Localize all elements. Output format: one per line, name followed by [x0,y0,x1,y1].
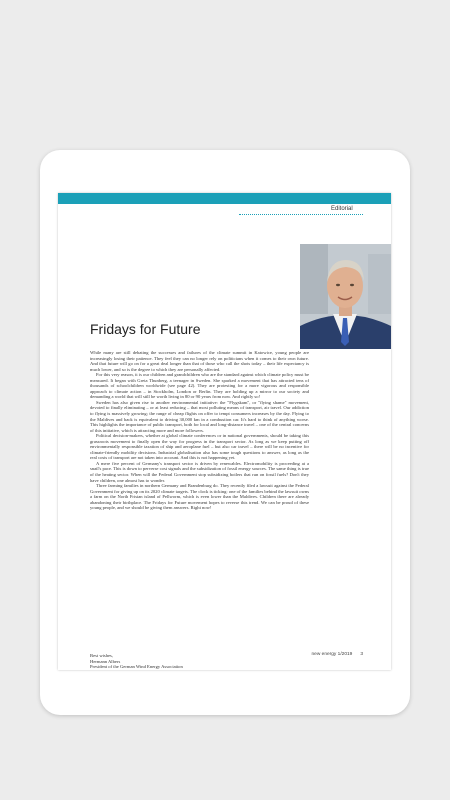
article-paragraph: A mere five percent of Germany's transport sector is driven by renewables. Electromobility is proceeding at a snail's pace. This is down to perverse cost signals and the subsidization of fossil energy sources. The same thing is true of the heating sector. When will the Federal Government stop subsidizing boilers that run on fossil fuels? Don't they have children, one almost has to wonder. [90,460,309,483]
signoff-block [90,653,183,670]
article-body [90,350,309,511]
footer-page-number: 3 [360,652,363,657]
section-divider [239,214,363,215]
article-paragraph: Three farming families in northern Germany and Brandenburg do. They recently filed a lawsuit against the Federal Government for giving up on its 2020 climate targets. The clock is ticking: one of the families behind the lawsuit owns a farm on the North Frisian island of Pellworm, which is even lower than the Maldives. Children there are already abandoning their birthplace. The Fridays for Future movement hopes to reverse this trend. We can be proud of these young people, and we should be giving them answers. Right now! [90,483,309,511]
article-paragraph: Political decision-makers, whether at global climate conferences or in national governments, should be taking this grassroots movement to finally open the way for progress in the transport sector. As long as we keep putting off environmentally responsible taxation of ship and aeroplane fuel – but also car travel – there will be no incentive for climate-friendly mobility decisions. Industrial globalisation also has some tough questions to answer, as long as the real costs of transport are not taken into account. And this is not happening yet. [90,433,309,461]
article-title: Fridays for Future [90,321,201,337]
signoff-role: President of the German Wind Energy Association [90,664,183,670]
signoff-greeting: Best wishes, [90,653,113,658]
accent-bar [58,193,391,204]
footer-publication: new energy 1/2019 [311,652,353,657]
section-label: Editorial [331,206,353,212]
page-footer [312,652,363,657]
magazine-page[interactable] [58,193,391,670]
author-portrait [300,244,391,349]
article-paragraph: For this very reason, it is our children and grandchildren who are the standard against which climate policy must be measured. It began with Greta Thunberg, a teenager in Sweden. She sparked a movement that has attracted tens of thousands of schoolchildren worldwide (see page 42). They are protesting for a more vigorous and responsible approach to climate action – in Stockholm, London or Berlin. They are holding up a mirror to our society and demanding a world that will still be worth living in 80 or 90 years from now. And rightly so! [90,372,309,400]
article-paragraph: Sweden has also given rise to another environmental initiative: the "Flygskam", or "flying shame" movement, devoted to finally eliminating – or at least reducing – that most polluting means of transport, air travel. Our addiction to flying is massively growing; the range of cheap flights on offer to tempt consumers increases by the day. Flying to the Maldives and back is equivalent to driving 30,000 km in a combustion car. It's hard to think of anything worse. This highlights the importance of public transport, both for local and long-distance travel – one of the central concerns of this initiative, which is attracting more and more followers. [90,399,309,433]
article-paragraph: While many are still debating the successes and failures of the climate summit in Katowice, young people are increasingly losing their patience. They feel they can no longer rely on politicians when it comes to their own future. And that future will go on for a great deal longer than that of those who call the shots today – their life expectancy is much lower, and so is the degree to which they are personally affected. [90,350,309,372]
signoff-name: Hermann Albers [90,658,121,664]
